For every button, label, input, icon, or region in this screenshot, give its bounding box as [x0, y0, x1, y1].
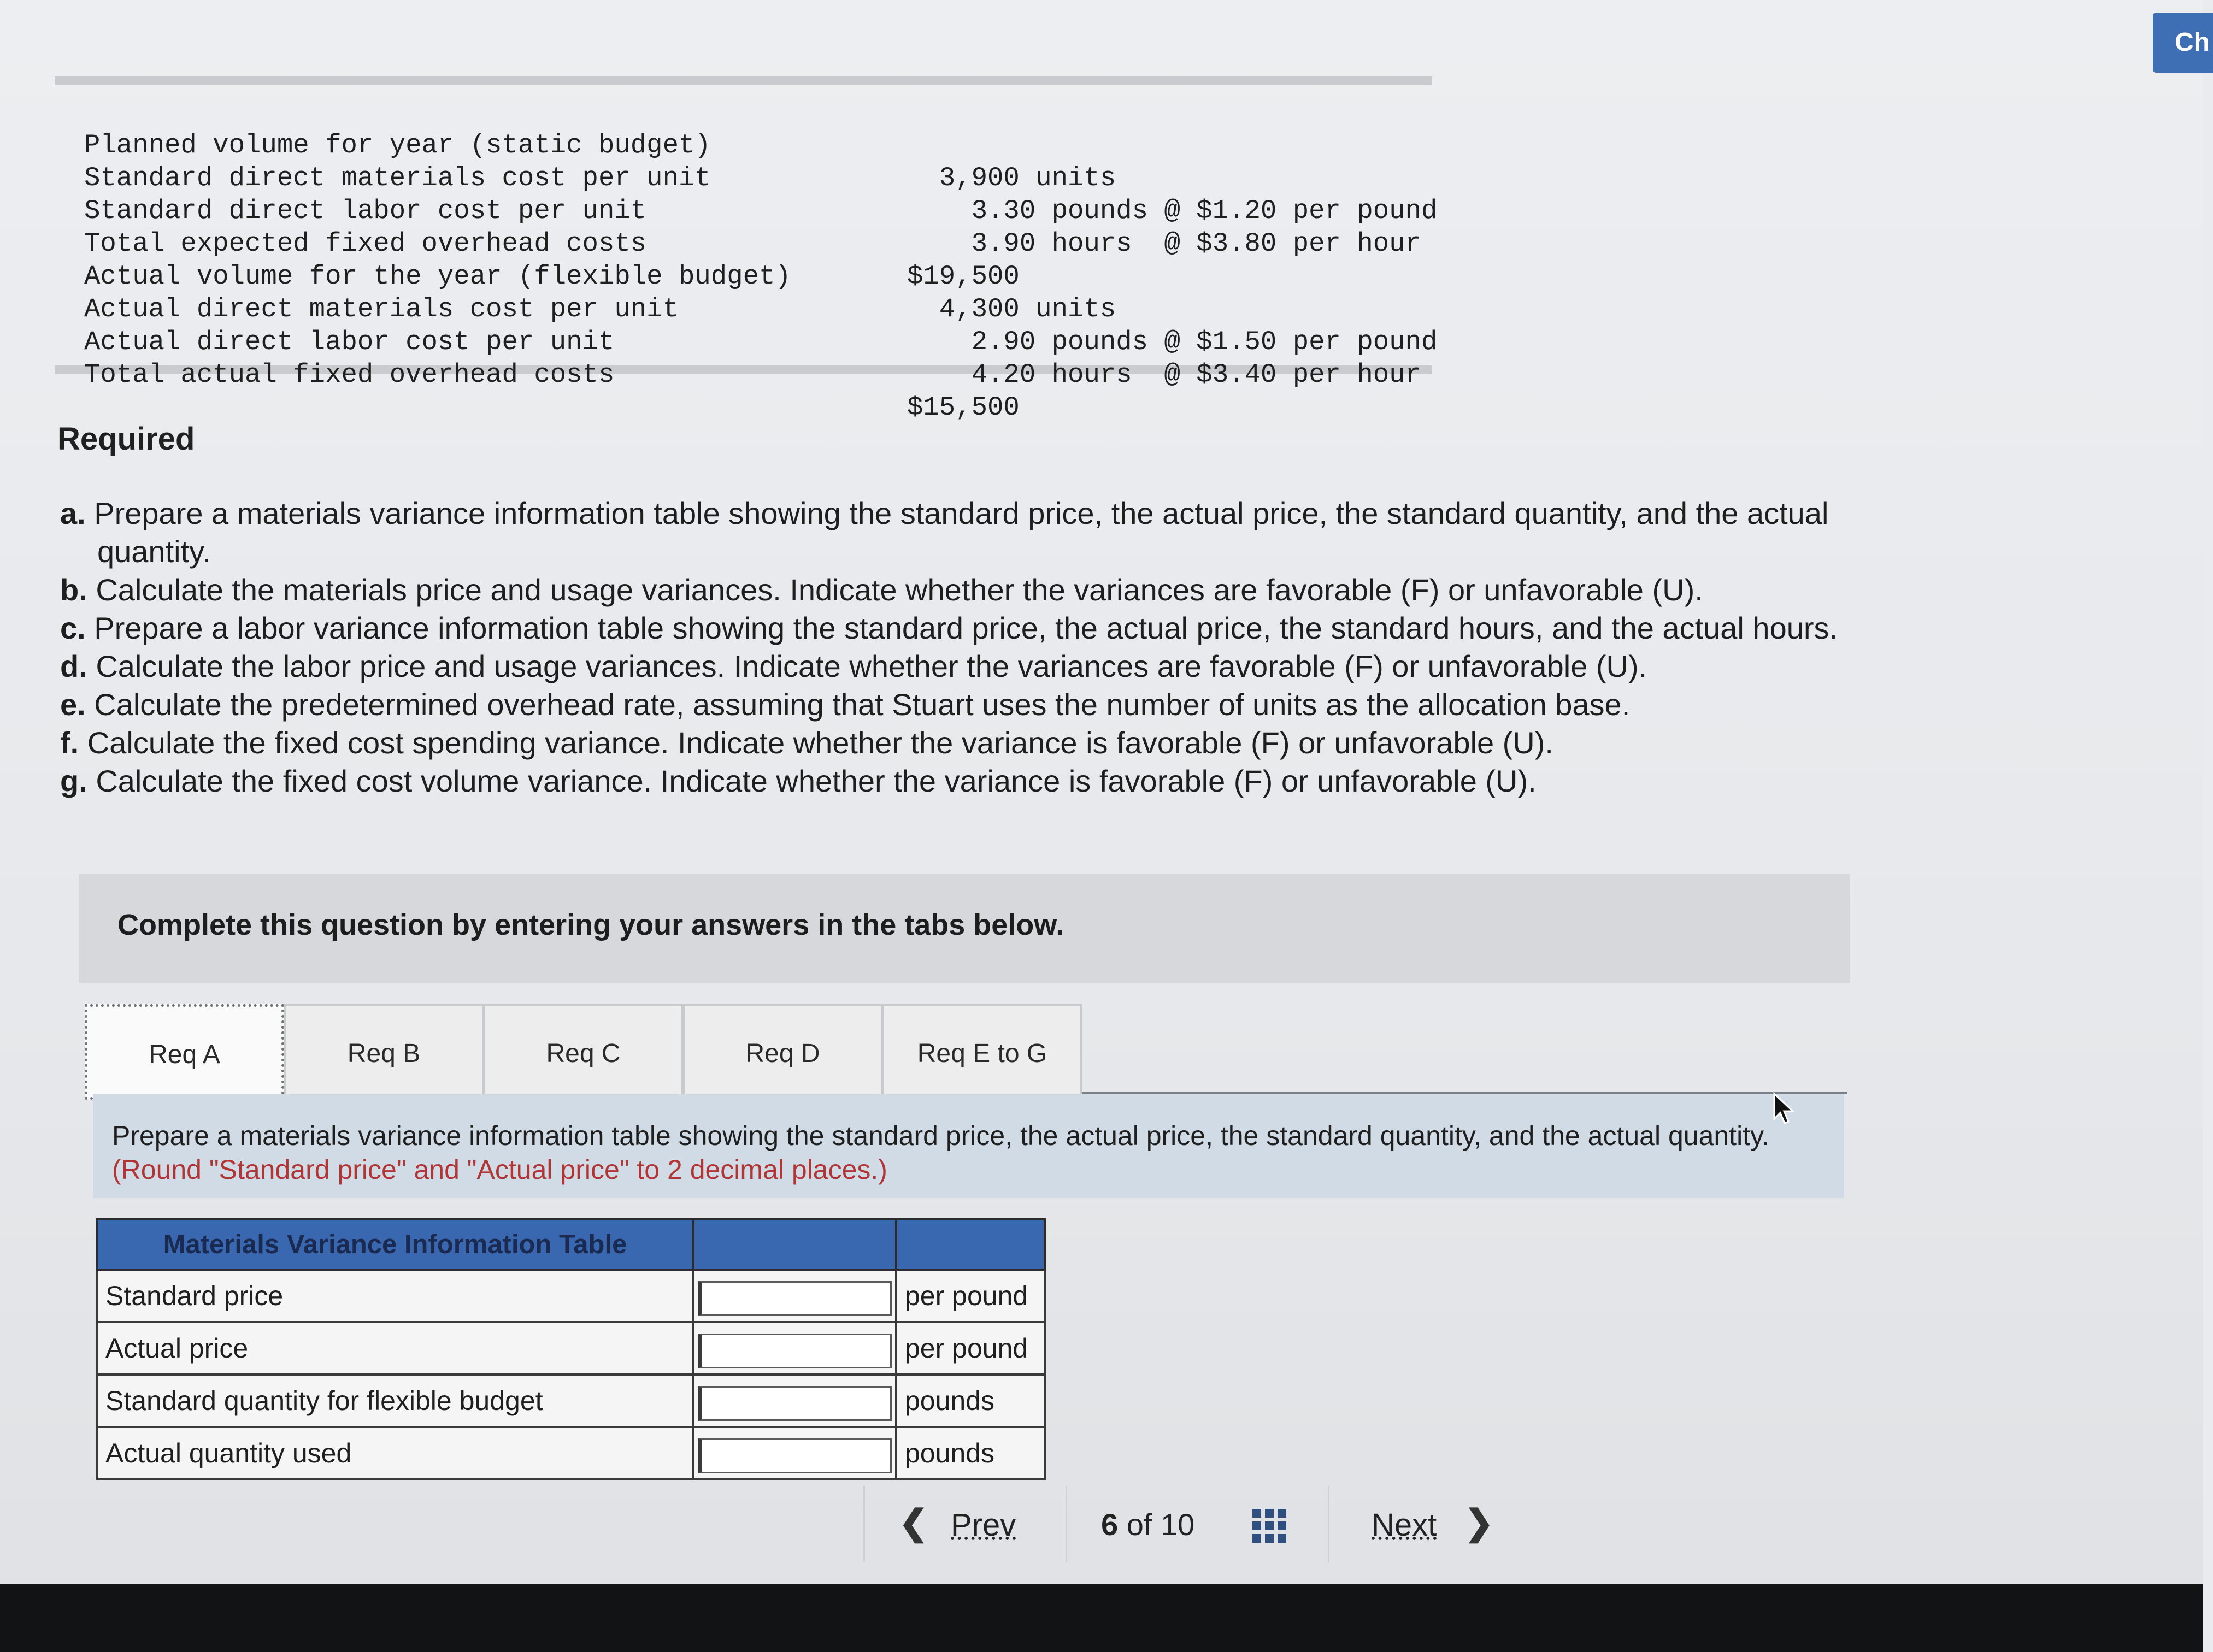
given-value: 4,300 units	[907, 294, 1116, 324]
row-label: Standard price	[97, 1270, 693, 1322]
requirement-text: Prepare a materials variance information table showing the standard price, the actual price, the standard quantity, and the actual	[94, 496, 1829, 530]
given-value: 4.20 hours @ $3.40 per hour	[907, 359, 1421, 390]
given-label: Standard direct materials cost per unit	[84, 163, 711, 193]
chevron-right-icon[interactable]: ❯	[1464, 1503, 1494, 1542]
bottom-bar	[0, 1584, 2203, 1652]
page-indicator	[1101, 1507, 1194, 1542]
table-row	[97, 1322, 1045, 1374]
requirement-text: Calculate the fixed cost spending variance. Indicate whether the variance is favorable (F) or unfavorable (U).	[87, 725, 1553, 760]
table-row	[97, 1270, 1045, 1322]
requirement-item	[60, 571, 2000, 609]
tab-req-d[interactable]: Req D	[683, 1004, 882, 1100]
total-pages: 10	[1160, 1507, 1195, 1542]
requirement-letter: c.	[60, 611, 86, 645]
tab-req-c[interactable]: Req C	[484, 1004, 683, 1100]
given-label: Total actual fixed overhead costs	[84, 359, 615, 390]
standard-price-input[interactable]	[698, 1281, 892, 1316]
row-unit: pounds	[896, 1427, 1045, 1479]
given-value: $19,500	[907, 261, 1020, 292]
requirement-text: Prepare a labor variance information table showing the standard price, the actual price, the standard hours, and the actual hours.	[94, 611, 1838, 645]
standard-quantity-input[interactable]	[698, 1386, 892, 1421]
table-header-row	[97, 1219, 1045, 1270]
prompt-rounding-note: (Round "Standard price" and "Actual price" to 2 decimal places.)	[112, 1154, 887, 1185]
given-value: 3.30 pounds @ $1.20 per pound	[907, 196, 1438, 226]
requirement-letter: f.	[60, 725, 79, 760]
pager-divider	[1066, 1486, 1067, 1562]
tab-req-b[interactable]: Req B	[284, 1004, 484, 1100]
row-unit: pounds	[896, 1374, 1045, 1427]
row-unit: per pound	[896, 1322, 1045, 1374]
given-value: 3.90 hours @ $3.80 per hour	[907, 228, 1421, 259]
prompt-text: Prepare a materials variance information table showing the standard price, the actual price, the standard quantity, and the actual quantity.	[112, 1120, 1770, 1151]
materials-variance-table	[96, 1218, 1046, 1480]
pagination	[863, 1486, 1492, 1562]
given-label: Actual direct materials cost per unit	[84, 294, 679, 324]
grid-icon[interactable]	[1251, 1508, 1287, 1544]
tab-req-a[interactable]: Req A	[85, 1004, 284, 1100]
table-row	[97, 1427, 1045, 1479]
requirement-item	[60, 609, 2000, 647]
given-label: Standard direct labor cost per unit	[84, 196, 647, 226]
actual-price-input[interactable]	[698, 1334, 892, 1368]
table-header-blank	[693, 1219, 896, 1270]
pager-divider	[1328, 1486, 1329, 1562]
requirement-text: Calculate the fixed cost volume variance. Indicate whether the variance is favorable (F) or unfavorable (U).	[96, 764, 1537, 798]
row-label: Standard quantity for flexible budget	[97, 1374, 693, 1427]
pager-divider	[863, 1486, 865, 1562]
actual-quantity-input[interactable]	[698, 1438, 892, 1473]
requirement-item	[60, 762, 2000, 800]
given-label: Planned volume for year (static budget)	[84, 130, 711, 161]
requirement-text: Calculate the labor price and usage variances. Indicate whether the variances are favorable (F) or unfavorable (U).	[96, 649, 1647, 683]
requirement-text-continued: quantity.	[97, 534, 211, 569]
requirement-item	[60, 494, 2000, 571]
answer-cell	[693, 1322, 896, 1374]
given-label: Total expected fixed overhead costs	[84, 228, 647, 259]
next-button[interactable]: Next	[1372, 1507, 1437, 1543]
instruction-banner	[79, 874, 1850, 983]
requirement-letter: a.	[60, 496, 86, 530]
answer-cell	[693, 1270, 896, 1322]
check-my-work-button[interactable]: Ch	[2153, 13, 2213, 73]
table-title: Materials Variance Information Table	[97, 1219, 693, 1270]
tab-req-e-to-g[interactable]: Req E to G	[882, 1004, 1082, 1100]
requirement-item	[60, 647, 2000, 686]
row-label: Actual quantity used	[97, 1427, 693, 1479]
chevron-left-icon[interactable]: ❮	[899, 1503, 928, 1542]
requirement-text: Calculate the materials price and usage variances. Indicate whether the variances are favorable (F) or unfavorable (U).	[96, 573, 1703, 607]
required-heading: Required	[57, 421, 195, 457]
requirement-letter: b.	[60, 573, 87, 607]
answer-cell	[693, 1427, 896, 1479]
requirement-letter: g.	[60, 764, 87, 798]
requirement-text: Calculate the predetermined overhead rate, assuming that Stuart uses the number of units as the allocation base.	[94, 687, 1631, 722]
given-label: Actual volume for the year (flexible budget)	[84, 261, 791, 292]
given-label: Actual direct labor cost per unit	[84, 327, 615, 357]
requirement-letter: e.	[60, 687, 86, 722]
requirement-item	[60, 724, 2000, 762]
page-of-label: of	[1126, 1507, 1152, 1542]
requirement-letter: d.	[60, 649, 87, 683]
question-prompt	[93, 1094, 1844, 1198]
mouse-cursor-icon	[1773, 1093, 1795, 1125]
instruction-banner-text: Complete this question by entering your answers in the tabs below.	[117, 908, 1064, 941]
table-header-blank	[896, 1219, 1045, 1270]
given-value: $15,500	[907, 392, 1020, 423]
answer-cell	[693, 1374, 896, 1427]
current-page: 6	[1101, 1507, 1119, 1542]
given-data-table	[55, 76, 1438, 423]
row-unit: per pound	[896, 1270, 1045, 1322]
row-label: Actual price	[97, 1322, 693, 1374]
prev-button[interactable]: Prev	[951, 1507, 1016, 1543]
requirement-item	[60, 686, 2000, 724]
table-row	[97, 1374, 1045, 1427]
given-value: 2.90 pounds @ $1.50 per pound	[907, 327, 1438, 357]
given-value: 3,900 units	[907, 163, 1116, 193]
